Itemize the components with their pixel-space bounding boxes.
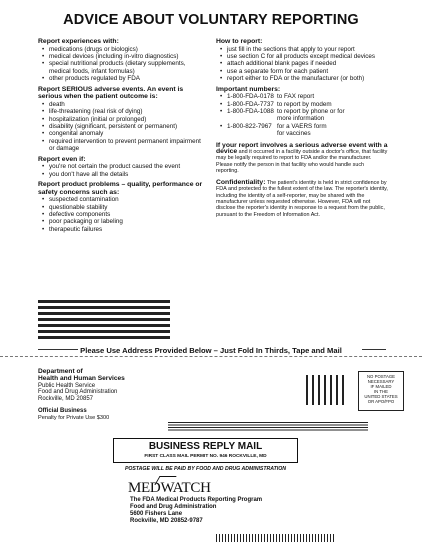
list-item: • congenital anomaly (49, 130, 206, 137)
numbers-heading: Important numbers: (216, 85, 281, 93)
postage-line: OR APO/FPO (367, 399, 395, 404)
brm-title: BUSINESS REPLY MAIL (148, 441, 263, 452)
official-title: Official Business (38, 408, 87, 414)
postage-bars (306, 375, 346, 405)
facing-identification-marks (38, 300, 178, 340)
postage-bar (318, 375, 320, 405)
list-item: • use section C for all products except medical devices (227, 53, 388, 60)
list-item: • defective components (49, 211, 206, 218)
business-reply-box (113, 438, 298, 463)
phone-desc: to report by modem (277, 100, 332, 108)
device-paragraph (216, 143, 388, 175)
list-item: • suspected contamination (49, 196, 206, 203)
phone-item (227, 123, 388, 138)
postage-bar (330, 375, 332, 405)
phone-desc: to report by phone or for (277, 108, 345, 116)
return-line: The FDA Medical Products Reporting Program (130, 497, 263, 503)
how-heading: How to report: (216, 38, 263, 45)
postage-bar (312, 375, 314, 405)
fim-bar (38, 330, 170, 333)
list-item: • therapeutic failures (49, 226, 206, 233)
sender-line: Department of (38, 368, 83, 375)
problems-list (38, 196, 206, 233)
device-text: and it occurred in a facility outside a doctor's office, that facility may be legally required to report to FDA and/or the manufacturer. Please notify the person in that facility who would handle such reporting. (216, 149, 388, 175)
fim-bar (38, 324, 170, 327)
postage-bar (336, 375, 338, 405)
phone-item (227, 101, 388, 108)
phone-item (227, 108, 388, 123)
list-item: • you're not certain the product caused the event (49, 163, 206, 170)
list-item: • death (49, 101, 206, 108)
how-list (216, 46, 388, 83)
confidentiality-lead: Confidentiality: (216, 178, 266, 186)
right-column (216, 38, 388, 218)
serious-heading: Report SERIOUS adverse events. An event is serious when the patient outcome is: (38, 85, 184, 101)
problems-heading: Report product problems – quality, performance or safety concerns such as: (38, 181, 203, 196)
sender-line: Rockville, MD 20857 (38, 396, 94, 403)
return-line: 5600 Fishers Lane (130, 511, 183, 517)
fold-instructions: Please Use Address Provided Below – Just Fold In Thirds, Tape and Mail (80, 346, 342, 355)
phone-list (216, 93, 388, 137)
list-item: • medical devices (including in-vitro diagnostics) (49, 53, 206, 60)
brm-permit: FIRST CLASS MAIL PERMIT NO. 946 ROCKVILLE, MD (144, 454, 267, 459)
phone-desc-2: more information (277, 115, 325, 123)
return-address (130, 497, 262, 525)
list-item: • medications (drugs or biologics) (49, 46, 206, 53)
phone-number: 1-800-FDA-0178 (227, 93, 274, 101)
fim-bar (38, 336, 170, 339)
postage-bar (324, 375, 326, 405)
list-item: • just fill in the sections that apply to your report (227, 46, 388, 53)
list-item: • life-threatening (real risk of dying) (49, 108, 206, 115)
phone-number: 1-800-FDA-7737 (227, 100, 274, 108)
postage-line: IN THE (373, 389, 388, 394)
list-item: • questionable stability (49, 204, 206, 211)
phone-desc-2: for vaccines (277, 130, 311, 138)
list-item: • poor packaging or labeling (49, 218, 206, 225)
list-item: • disability (significant, persistent or permanent) (49, 123, 206, 130)
fim-bar (38, 306, 170, 309)
experiences-heading: Report experiences with: (38, 38, 119, 45)
page-title: ADVICE ABOUT VOLUNTARY REPORTING (63, 12, 359, 28)
sender-line: Food and Drug Administration (38, 389, 118, 396)
list-item: • report either to FDA or the manufacturer (or both) (227, 75, 388, 82)
official-penalty: Penalty for Private Use $300 (38, 414, 110, 421)
sender-line: Public Health Service (38, 382, 96, 389)
bar-stripes (168, 422, 368, 432)
list-item: • hospitalization (initial or prolonged) (49, 116, 206, 123)
phone-item (227, 93, 388, 100)
medwatch-logo (128, 480, 211, 497)
confidentiality-text: The patient's identity is held in strict confidence by FDA and protected to the fullest extent of the law. The reporter's identity, including the identity of a self-reporter, may be shared with the manufacturer unless requested otherwise. However, FDA will not disclose the reporter's identity in response to a request from the public, pursuant to the Freedom of Information Act. (216, 179, 388, 218)
official-business (38, 408, 109, 421)
postage-line: NO POSTAGE (366, 374, 396, 379)
postage-box (358, 371, 404, 411)
fim-bar (38, 318, 170, 321)
postal-barcode (216, 534, 336, 542)
sender-address (38, 369, 125, 403)
postage-bar (306, 375, 308, 405)
list-item: • you don't have all the details (49, 171, 206, 178)
fim-bar (38, 300, 170, 303)
phone-number: 1-800-FDA-1088 (227, 108, 274, 116)
fold-dashed-line (0, 356, 422, 357)
return-line: Rockville, MD 20852-9787 (130, 518, 203, 524)
postage-line: UNITED STATES (364, 394, 398, 399)
left-column (38, 38, 206, 233)
fim-bar (38, 312, 170, 315)
phone-desc: to FAX report (277, 93, 315, 101)
return-line: Food and Drug Administration (130, 504, 217, 510)
postage-line: NECESSARY (367, 379, 395, 384)
logo-part-1: MED (128, 480, 161, 496)
list-item: • other products regulated by FDA (49, 75, 206, 82)
experiences-list (38, 46, 206, 83)
list-item: • required intervention to prevent permanent impairment or damage (49, 138, 206, 153)
phone-number: 1-800-822-7967 (227, 122, 272, 130)
serious-list (38, 101, 206, 153)
postage-line: IF MAILED (370, 384, 392, 389)
brm-note: POSTAGE WILL BE PAID BY FOOD AND DRUG ADMINISTRATION (124, 466, 287, 472)
phone-desc: for a VAERS form (277, 122, 327, 130)
list-item: • special nutritional products (dietary supplements, medical foods, infant formulas) (49, 60, 206, 75)
confidentiality-paragraph (216, 180, 388, 218)
sender-line: Health and Human Services (38, 374, 125, 382)
list-item: • use a separate form for each patient (227, 68, 388, 75)
postage-bar (342, 375, 344, 405)
list-item: • attach additional blank pages if needed (227, 60, 388, 67)
horizontal-bars (168, 422, 368, 432)
device-lead: If your report involves a serious adverse event with a device (216, 141, 388, 156)
even-if-list (38, 163, 206, 178)
even-if-heading: Report even if: (38, 155, 86, 163)
logo-part-2: WATCH (160, 480, 211, 496)
